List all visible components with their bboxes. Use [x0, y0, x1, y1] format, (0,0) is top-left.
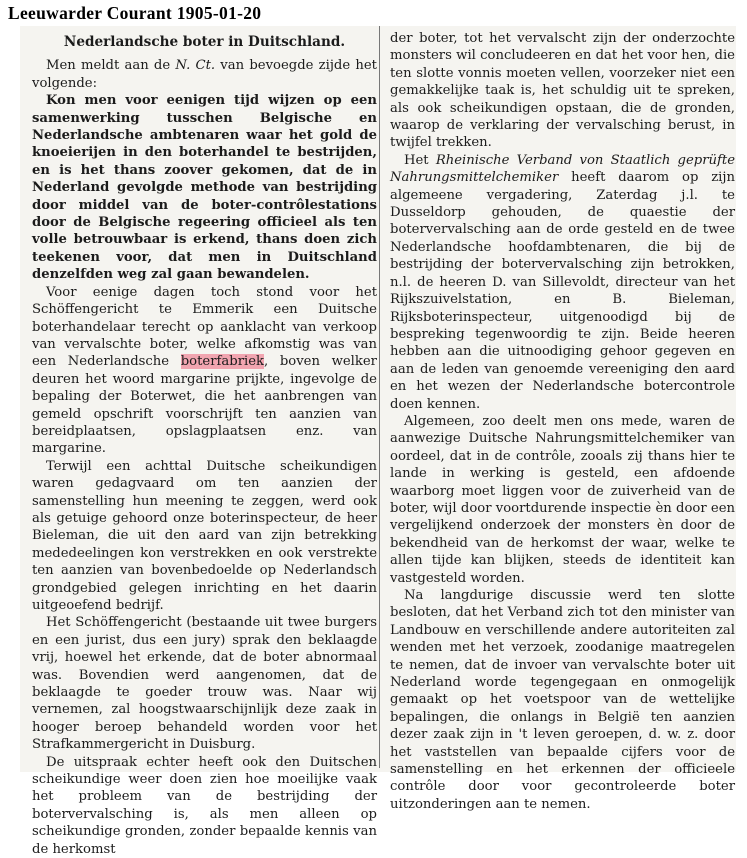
- paragraph-text: Voor eenige dagen toch stond voor het Schöffengericht te Emmerik een Duitsche boterhandelaar terecht op aanklacht van verkoop van vervalschte boter, welke afkomstig was van een Nederlandsche: [32, 284, 377, 370]
- paragraph-chemists: Terwijl een achttal Duitsche scheikundigen waren gedagvaard om ten aanzien der samenstelling hun meening te zeggen, werd ook als getuige gehoord onze boterinspecteur, de heer Bieleman, die uit den aard van zijn betrekking mededeelingen kon verstrekken en ook verstrekte ten aanzien van bovenbedoelde op Nederlandsch grondgebied gelegen inrichting en het daarin uitgeoefend bedrijf.: [32, 458, 377, 613]
- paragraph-continuation: der boter, tot het vervalscht zijn der onderzochte monsters wil concludeeren en dat het voor hen, die ten slotte vonnis moeten vellen, voorzeker niet een gemakkelijke taak is, het schuldig uit te spreken, als ook scheikundigen opstaan, die de gronden, waarop de verklaring der vervalsching berust, in twijfel trekken.: [390, 31, 735, 151]
- paragraph-text-end: , boven welker deuren het woord margarine prijkte, ingevolge de bepaling der Boterwet, die het aanbrengen van gemeld opschrift voorschrijft ten aanzien van bereidplaatsen, opslagplaatsen enz. van margarine.: [32, 354, 377, 457]
- paragraph-verband: [390, 152, 735, 413]
- intro-paragraph: [32, 57, 377, 92]
- column-divider: [379, 26, 380, 768]
- newspaper-reference: N. Ct.: [175, 58, 216, 74]
- right-column: [390, 30, 735, 813]
- newspaper-clipping: [20, 26, 736, 857]
- paragraph-court: Het Schöffengericht (bestaande uit twee burgers en een jurist, dus een jury) sprak den beklaagde vrij, hoewel het erkende, dat de boter abnormaal was. Bovendien werd aangenomen, dat de beklaagde te goeder trouw was. Naar wij vernemen, zal hoogstwaarschijnlijk deze zaak in hooger beroep behandeld worden voor het Strafkammergericht in Duisburg.: [32, 615, 377, 753]
- intro-text: Men meldt aan de: [46, 58, 176, 74]
- paragraph-bold-lead: Kon men voor eenigen tijd wijzen op een samenwerking tusschen Belgische en Nederlandsche ambtenaren waar het gold de knoeierijen in den boterhandel te bestrijden, en is het thans zoover gekomen, dat de in Nederland gevolgde methode van bestrijding door middel van de boter-contrôlestations door de Belgische regeering officieel als ten volle betrouwbaar is erkend, thans doen zich teekenen voor, dat men in Duitschland denzelfden weg zal gaan bewandelen.: [32, 93, 377, 283]
- intro-text-end: van bevoegde zijde het volgende:: [32, 58, 377, 91]
- paragraph-verdict: De uitspraak echter heeft ook den Duitschen scheikundige weer doen zien hoe moeilijke vaak het probleem van de bestrijding der botervervalsching is, als men alleen op scheikundige gronden, zonder bepaalde kennis van de herkomst: [32, 754, 377, 857]
- paragraph-text: Het: [404, 152, 436, 168]
- paragraph-conclusion: Na langdurige discussie werd ten slotte besloten, dat het Verband zich tot den minister van Landbouw en verschillende andere autoriteiten zal wenden met het verzoek, zoodanige maatregelen te nemen, dat de invoer van vervalschte boter uit Nederland worde tegengegaan en onmogelijk gemaakt op het voetspoor van de wettelijke bepalingen, die onlangs in België ten aanzien dezer zaak zijn in 't leven geroepen, d. w. z. door het vaststellen van bepaalde cijfers voor de samenstelling en het erkennen der officieele contrôle door voor gecontroleerde boter uitzonderingen aan te nemen.: [390, 588, 735, 812]
- organisation-name: Rheinische Verband von Staatlich geprüfte Nahrungsmittelchemiker: [390, 152, 735, 186]
- article-headline: Nederlandsche boter in Duitschland.: [63, 34, 346, 50]
- paragraph-emmerik-case: [32, 284, 377, 458]
- source-title: Leeuwarder Courant 1905-01-20: [8, 3, 262, 23]
- paragraph-text-end: heeft daarom op zijn algemeene vergadering, Zaterdag j.l. te Dusseldorp gehouden, de quaestie der botervervalsching aan de orde gesteld en de twee Nederlandsche hoofdambtenaren, die bij de bestrijding der botervervalsching zijn betrokken, n.l. de heeren D. van Sillevoldt, directeur van het Rijkszuivelstation, en B. Bieleman, Rijksboterinspecteur, uitgenoodigd bij de bespreking tegenwoordig te zijn. Beide heeren hebben aan die uitnoodiging gehoor gegeven en aan de leden van genoemde vereeniging den aard en het wezen der Nederlandsche botercontrole doen kennen.: [390, 170, 735, 412]
- left-column: [32, 30, 377, 858]
- highlighted-term: boterfabriek: [180, 354, 265, 370]
- paragraph-opinion: Algemeen, zoo deelt men ons mede, waren de aanwezige Duitsche Nahrungsmittelchemiker van oordeel, dat in de contrôle, zooals zij thans hier te lande in werking is gesteld, een afdoende waarborg moet liggen voor de zuiverheid van de boter, wijl door voortdurende inspectie èn door een vergelijkend onderzoek der monsters èn door de bekendheid van de herkomst der waar, welke te allen tijde kan blijken, steeds de identiteit kan vastgesteld worden.: [390, 413, 735, 586]
